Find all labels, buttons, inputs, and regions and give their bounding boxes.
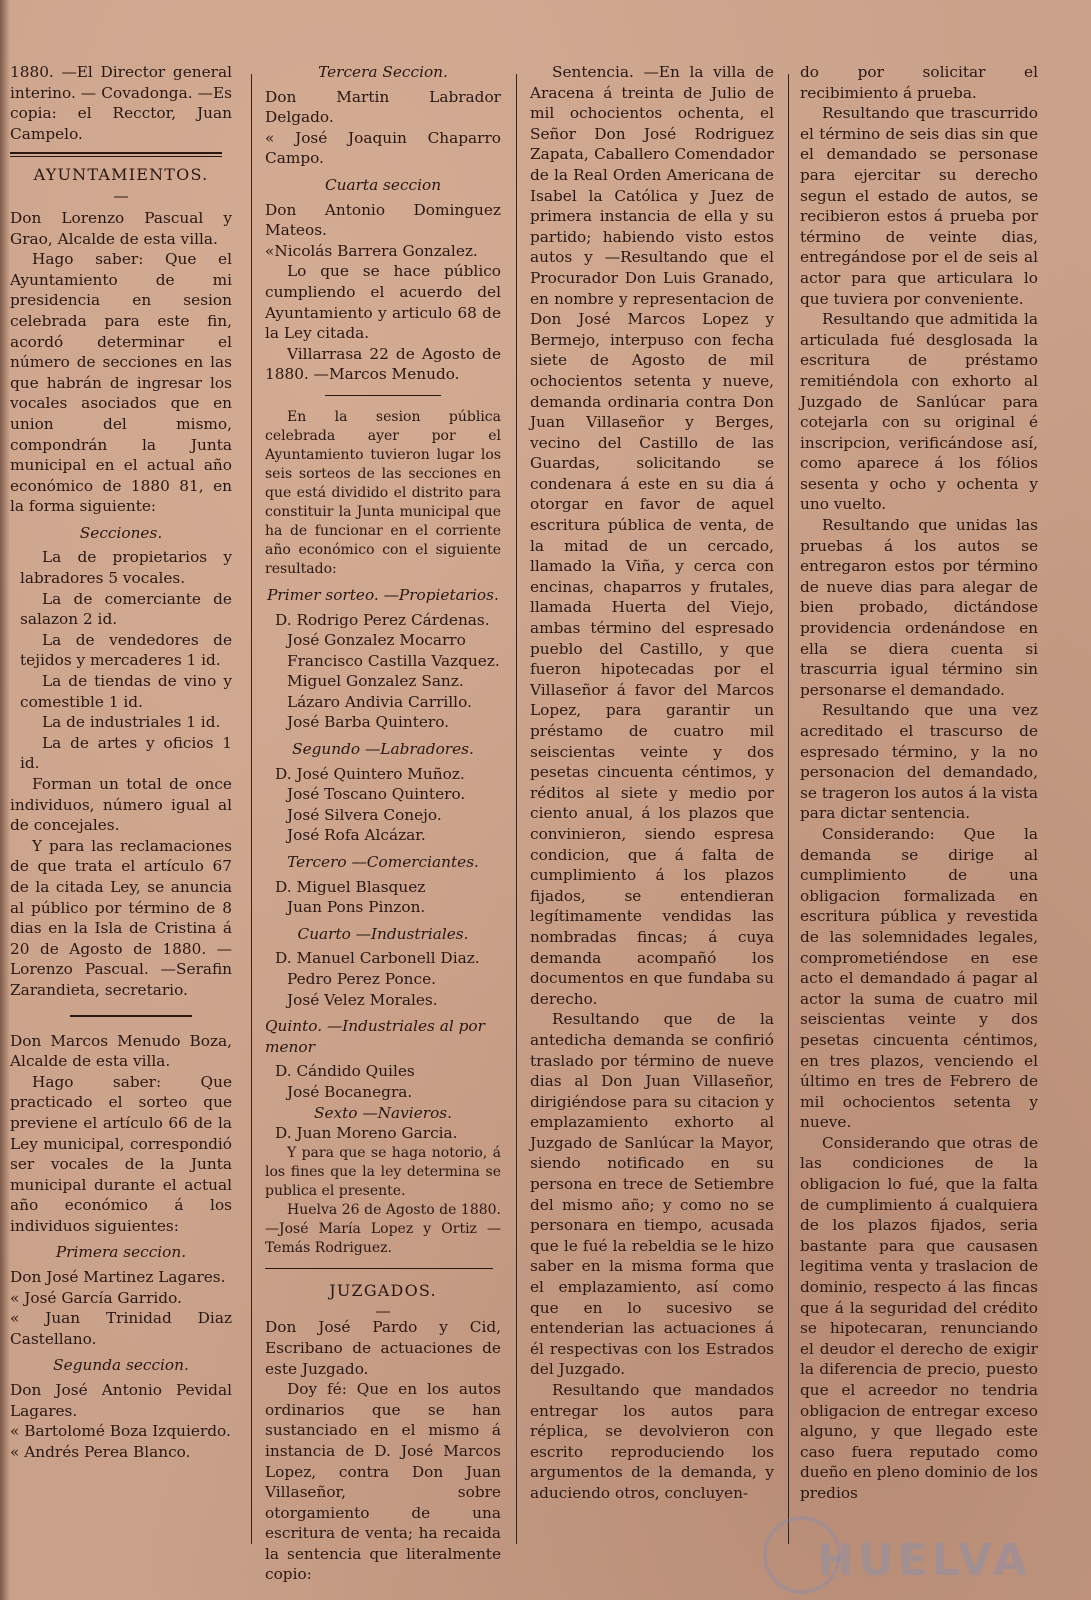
sorteo-title: Cuarto —Industriales. <box>297 924 469 943</box>
list-item: D. Miguel Blasquez <box>275 877 426 896</box>
heading-dash: — <box>375 1302 391 1321</box>
seccion-title: Primera seccion. <box>55 1243 187 1262</box>
seccion-title: Cuarta seccion <box>324 175 442 194</box>
column-2 <box>265 62 501 1584</box>
sorteo-title: Tercero —Comerciantes. <box>287 853 479 872</box>
list-item: Juan Pons Pinzon. <box>287 898 426 917</box>
list-item: Miguel Gonzalez Sanz. <box>287 672 464 691</box>
list-item: La de comerciante de salazon 2 id. <box>20 589 232 629</box>
sorteo-list <box>265 948 501 1010</box>
column-rule <box>251 74 252 1544</box>
notice-signature: Villarrasa 22 de Agosto de 1880. —Marcos Menudo. <box>265 344 501 384</box>
section-divider <box>325 395 441 396</box>
section-divider <box>10 152 222 157</box>
list-item: Don José Antonio Pevidal Lagares. <box>10 1381 232 1420</box>
list-item: D. Manuel Carbonell Diaz. <box>275 949 480 968</box>
notice-signer: Don Lorenzo Pascual y Grao, Alcalde de esta villa. <box>10 208 232 248</box>
sentence-paragraph: Resultando que una vez acreditado el trascurso de espresado término, y la no personacion del demandado, se trageron los autos á la vista para dictar sentencia. <box>800 701 1038 823</box>
sentence-paragraph: Considerando: Que la demanda se dirige al cumplimiento de una obligacion formalizada en escritura pública y revestida de las solemnidades legales, comprometiéndose en ese acto el demandado á pagar al actor la suma de cuatro mil seiscientas veinte y dos pesetas cincuenta céntimos, en tres plazos, venciendo el último en tres de Febrero de mil ochocientos setenta y nueve. <box>800 824 1038 1132</box>
list-item: Don Martin Labrador Delgado. <box>265 87 501 127</box>
list-item: José Rofa Alcázar. <box>287 826 426 845</box>
sorteo-list <box>265 610 501 734</box>
column-rule <box>788 74 789 1544</box>
notice-signer: Don Marcos Menudo Boza, Alcalde de esta villa. <box>10 1031 232 1071</box>
list-item: Pedro Perez Ponce. <box>287 970 436 988</box>
list-item: José Gonzalez Mocarro <box>287 631 466 650</box>
column-rule <box>516 74 517 1544</box>
column-4 <box>800 62 1038 1538</box>
sentence-paragraph: Resultando que mandados entregar los autos para réplica, se devolvieron con escrito reproduciendo los argumentos de la demanda, y aduciendo otros, concluyen- <box>530 1381 774 1502</box>
notice-paragraph: Hago saber: Que el Ayuntamiento de mi presidencia en sesion celebrada para este fin, acordó determinar el número de secciones en las que habrán de ingresar los vocales asociados que en union del mismo, compondrán la Junta municipal en el actual año económico de 1880 81, en la forma siguiente: <box>10 250 232 516</box>
sentence-paragraph: Resultando que de la antedicha demanda se confirió traslado por término de nueve dias al Don Juan Villaseñor, dirigiéndose para su citacion y emplazamiento exhorto al Juzgado de Sanlúcar la Mayor, siendo notificado en su persona en trece de Setiembre del mismo año; y como no se personara en tiempo, acusada que le fué la rebeldia se le hizo saber en la misma forma que el emplazamiento, así como que en lo sucesivo se entenderian las actuaciones á él respectivas con los Estrados del Juzgado. <box>530 1010 774 1379</box>
library-stamp-text: HUELVA <box>817 1535 1031 1586</box>
sorteo-title: Segundo —Labradores. <box>292 740 474 759</box>
list-item: José Bocanegra. <box>287 1082 413 1101</box>
sorteo-title: Primer sorteo. —Propietarios. <box>267 585 499 604</box>
list-item: La de artes y oficios 1 id. <box>20 733 232 773</box>
sentence-paragraph: Sentencia. —En la villa de Aracena á treinta de Julio de mil ochocientos ochenta, el Señor Don José Rodriguez Zapata, Caballero Comendador de la Real Orden Americana de Isabel la Católica y Juez de primera instancia de ella y su partido; habiendo visto estos autos y —Resultando que el Procurador Don Luis Granado, en nombre y representacion de Don José Marcos Lopez y Bermejo, interpuso con fecha siete de Agosto de mil ochocientos setenta y nueve, demanda ordinaria contra Don Juan Villaseñor y Berges, vecino del Castillo de las Guardas, solicitando se condenara á este en su dia á otorgar en favor de aquel escritura pública de venta, de la mitad de un cercado, llamado la Viña, y cerca con encinas, chaparros y frutales, llamada Huerta del Viejo, ambas término del espresado pueblo del Castillo, y que fueron hipotecadas por el Villaseñor á favor del Marcos Lopez, para garantir un préstamo de cuatro mil seiscientas veinte y dos pesetas cincuenta céntimos, y réditos al siete y medio por ciento anual, á los plazos que convinieron, siendo espresa condicion, que á falta de cumplimiento á los plazos fijados, se entendieran legítimamente vendidas las nombradas fincas; á cuya demanda acompañó los documentos en que fundaba su derecho. <box>530 63 774 1008</box>
sorteo-list <box>265 764 501 846</box>
notice-paragraph: Hago saber: Que practicado el sorteo que previene el artículo 66 de la Ley municipal, correspondió ser vocales de la Junta municipal durante el actual año económico á los individuos siguientes: <box>10 1072 232 1235</box>
sentence-paragraph: Resultando que unidas las pruebas á los autos se entregaron estos por término de nueve dias para alegar de bien probado, dictándose providencia ordenándose en ella se diera cuenta si trascurria igual término sin personarse el demandado. <box>800 516 1038 699</box>
list-item: La de tiendas de vino y comestible 1 id. <box>20 672 232 711</box>
list-item: La de propietarios y labradores 5 vocales. <box>20 548 232 588</box>
notice-paragraph: Doy fé: Que en los autos ordinarios que se han sustanciado en el mismo á instancia de D. José Marcos Lopez, contra Don Juan Villaseñor, sobre otorgamiento de una escritura de venta; ha recaida la sentencia que literalmente copio: <box>265 1380 501 1584</box>
list-item: «Nicolás Barrera Gonzalez. <box>265 241 478 260</box>
heading-dash: — <box>113 186 129 205</box>
sentence-paragraph: Resultando que admitida la articulada fué desglosada la escritura de préstamo remitiéndola con exhorto al Juzgado de Sanlúcar para cotejarla con su original é inscripcion, verificándose así, como aparece á los fólios sesenta y ocho y ochenta y uno vuelto. <box>800 310 1038 514</box>
section-heading-ayuntamientos: AYUNTAMIENTOS. <box>33 165 209 185</box>
list-item: Don Antonio Dominguez Mateos. <box>265 200 501 240</box>
page-binding-shadow <box>0 0 10 1600</box>
sorteo-list <box>265 877 501 918</box>
sentence-paragraph: Resultando que trascurrido el término de seis dias sin que el demandado se personase para ejercitar su derecho segun el estado de autos, se recibieron estos á prueba por término de veinte dias, entregándose por el de seis al actor para que articulara lo que tuviera por conveniente. <box>800 104 1038 308</box>
sorteo-title: Sexto —Navieros. <box>313 1103 452 1122</box>
secciones-title: Secciones. <box>79 523 163 542</box>
seccion-title: Tercera Seccion. <box>318 63 448 81</box>
section-heading-juzgados: JUZGADOS. <box>329 1280 437 1300</box>
seccion-title: Segunda seccion. <box>53 1356 189 1375</box>
list-item: « José García Garrido. <box>10 1288 182 1307</box>
list-item: Francisco Castilla Vazquez. <box>287 651 500 670</box>
list-item: D. Rodrigo Perez Cárdenas. <box>275 610 490 629</box>
sorteo-list <box>265 1123 501 1144</box>
list-item: José Barba Quintero. <box>287 713 450 732</box>
sorteo-title: Quinto. —Industriales al por menor <box>265 1017 485 1056</box>
notice-signer: Don José Pardo y Cid, Escribano de actuaciones de este Juzgado. <box>265 1318 501 1378</box>
list-item: José Velez Morales. <box>287 990 438 1009</box>
list-item: D. José Quintero Muñoz. <box>275 764 465 783</box>
decree-closing: 1880. —El Director general interino. — Covadonga. —Es copia: el Recctor, Juan Campelo. <box>10 63 232 143</box>
list-item: D. Cándido Quiles <box>275 1062 415 1081</box>
section-divider <box>70 1015 192 1017</box>
list-item: La de industriales 1 id. <box>42 713 221 732</box>
sentence-paragraph: Considerando que otras de las condiciones de la obligacion lo fué, que la falta de cumplimiento á cualquiera de los plazos fijados, seria bastante para que causasen legitima venta y traslacion de dominio, respecto á las fincas que á la seguridad del crédito se hipotecaran, renunciando el deudor el derecho de exigir la diferencia de precio, puesto que el acreedor no tendria obligacion de entregar exceso alguno, y que llegado este caso fuera reputado como dueño en pleno dominio de los predios <box>800 1133 1038 1502</box>
column-1 <box>10 62 232 1538</box>
list-item: « Bartolomé Boza Izquierdo. <box>10 1422 231 1441</box>
notice-paragraph: Y para las reclamaciones de que trata el artículo 67 de la citada Ley, se anuncia al público por término de 8 dias en la Isla de Cristina á 20 de Agosto de 1880. —Lorenzo Pascual. —Serafin Zarandieta, secretario. <box>10 836 232 999</box>
list-item: D. Juan Moreno Garcia. <box>275 1124 458 1143</box>
sentence-paragraph: do por solicitar el recibimiento á prueba. <box>800 63 1038 102</box>
notice-paragraph: Y para que se haga notorio, á los fines que la ley determina se publica el presente. <box>265 1144 501 1199</box>
column-3 <box>530 62 774 1538</box>
list-item: « José Joaquin Chaparro Campo. <box>265 128 501 168</box>
list-item: José Silvera Conejo. <box>287 805 442 824</box>
notice-paragraph: En la sesion pública celebrada ayer por el Ayuntamiento tuvieron lugar los seis sorteos de las secciones en que está dividido el distrito para constituir la Junta municipal que ha de funcionar en el corriente año económico con el siguiente resultado: <box>265 408 501 577</box>
notice-paragraph: Forman un total de once individuos, número igual al de concejales. <box>10 775 232 835</box>
list-item: « Juan Trinidad Diaz Castellano. <box>10 1309 232 1348</box>
list-item: Don José Martinez Lagares. <box>10 1268 226 1287</box>
list-item: La de vendedores de tejidos y mercaderes 1 id. <box>20 630 232 670</box>
list-item: Lázaro Andivia Carrillo. <box>287 692 472 711</box>
list-item: José Toscano Quintero. <box>287 785 466 804</box>
sorteo-list <box>265 1061 501 1102</box>
section-divider <box>265 1268 493 1269</box>
notice-signature: Huelva 26 de Agosto de 1880. —José María Lopez y Ortiz — Temás Rodriguez. <box>265 1201 501 1256</box>
secciones-list <box>10 547 232 774</box>
notice-paragraph: Lo que se hace público cumpliendo el acuerdo del Ayuntamiento y articulo 68 de la Ley citada. <box>265 262 501 343</box>
list-item: « Andrés Perea Blanco. <box>10 1442 191 1461</box>
